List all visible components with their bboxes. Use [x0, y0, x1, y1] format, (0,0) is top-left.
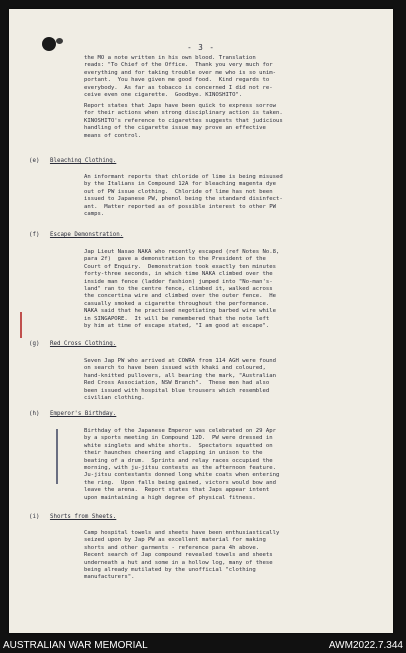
- section-i-heading: Shorts from Sheets.: [49, 514, 117, 520]
- section-i-number: (i): [29, 514, 40, 520]
- section-e-heading: Bleaching Clothing.: [49, 158, 117, 164]
- section-h-heading: Emperor's Birthday.: [49, 411, 117, 417]
- footer-source: AUSTRALIAN WAR MEMORIAL: [3, 640, 148, 651]
- document-page: [9, 9, 393, 633]
- section-g-body: Seven Jap PW who arrived at COWRA from 114 AGH were found on search to have been issued with khaki and coloured, hand-knitted pullovers, all bearing the mark, "Australian Red Cross Association, NSW Branch". These men had also been issued with hospital blue trousers which resembled civilian clothing.: [84, 358, 276, 402]
- section-e-body: An informant reports that chloride of lime is being misused by the Italians in Compound 12A for bleaching magenta dye out of PW issue clothing. Chloride of lime has not been issued to Japanese PW, phenol being the standard disinfect- ant. Matter reported as of possible interest to other PW camps.: [84, 174, 283, 218]
- section-e-number: (e): [29, 158, 40, 164]
- section-g-heading: Red Cross Clothing.: [49, 341, 117, 347]
- report-paragraph: Report states that Japs have been quick to express sorrow for their actions when strong disciplinary action is taken. KINOSHITO's reference to cigarettes suggests that judicious handling of the cigarette issue may prove an effective means of control.: [84, 103, 283, 139]
- intro-paragraph: the MO a note written in his own blood. Translation reads: "To Chief of the Office. Thank you very much for everything and for taking trouble over me who is so unim- portant. You have given me good food. Kind regards to everybody. As far as tobacco is concerned I did not re- ceive even one cigarette. Goodbye. KINOSHITO".: [84, 55, 276, 99]
- section-h-body: Birthday of the Japanese Emperor was celebrated on 29 Apr by a sports meeting in Compound 12D. PW were dressed in white singlets and white shorts. Spectators squatted on their haunches cheering and clapping in unison to the beating of a drum. Sprints and relay races occupied the morning, with ju-jitsu contests as the afternoon feature. Ju-jitsu contestants donned long white coats when entering the ring. Upon falls being gained, victors would bow and leave the arena. Report states that Japs appear intent upon maintaining a high degree of physical fitness.: [84, 428, 280, 501]
- section-g-number: (g): [29, 341, 40, 347]
- section-g-label: [29, 341, 116, 347]
- section-h-label: [29, 411, 116, 417]
- red-margin-mark: [20, 312, 22, 338]
- page-number: - 3 -: [187, 43, 215, 52]
- section-f-body: Jap Lieut Nasao NAKA who recently escaped (ref Notes No.8, para 2f) gave a demonstration to the President of the Court of Enquiry. Demonstration took exactly ten minutes forty-three seconds, in which time NAKA climbed over the inside man fence (ladder fashion) jumped into "No-man's- land" ran to the centre fence, climbed it, walked across the concertina wire and climbed over the outer fence. He casually smoked a cigarette throughout the performance. NAKA said that he practised negotiating barbed wire while in SINGAPORE. It will be remembered that the note left by him at time of escape stated, "I am good at escape".: [84, 249, 280, 330]
- section-e-label: [29, 158, 116, 164]
- margin-mark: [56, 429, 58, 484]
- section-f-heading: Escape Demonstration.: [49, 232, 124, 238]
- footer-reference: AWM2022.7.344: [328, 640, 403, 651]
- section-f-label: [29, 232, 123, 238]
- section-i-label: [29, 514, 116, 520]
- section-f-number: (f): [29, 232, 40, 238]
- section-h-number: (h): [29, 411, 40, 417]
- footer-bar: [0, 638, 406, 653]
- section-i-body: Camp hospital towels and sheets have been enthusiastically seized upon by Jap PW as excellent material for making shorts and other garments - reference para 4h above. Recent search of Jap compound revealed towels and sheets underneath a hut and some in a hollow log, many of these being already mutilated by the unofficial "clothing manufacturers".: [84, 530, 280, 581]
